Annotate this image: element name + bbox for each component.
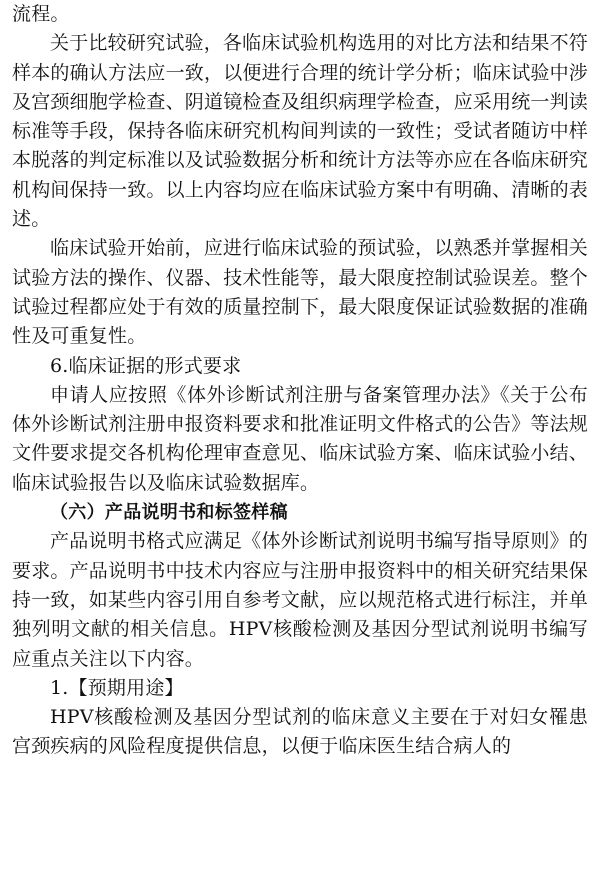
- section-heading-label-guidance: （六）产品说明书和标签样稿: [50, 502, 288, 524]
- paragraph-3: 临床试验开始前，应进行临床试验的预试验，以熟悉并掌握相关试验方法的操作、仪器、技术性能等，最大限度控制试验误差。整个试验过程都应处于有效的质量控制下，最大限度保证试验数据的准确性及可重复性。: [12, 237, 589, 348]
- section-heading-intended-use: 1.【预期用途】: [50, 676, 184, 699]
- paragraph-6: HPV核酸检测及基因分型试剂的临床意义主要在于对妇女罹患宫颈疾病的风险程度提供信息，以便于临床医生结合病人的: [12, 706, 588, 758]
- paragraph-1: 流程。: [12, 3, 70, 25]
- paragraph-5: 产品说明书格式应满足《体外诊断试剂说明书编写指导原则》的要求。产品说明书中技术内容应与注册申报资料中的相关研究结果保持一致，如某些内容引用自参考文献，应以规范格式进行标注，并单独列明文献的相关信息。HPV核酸检测及基因分型试剂说明书编写应重点关注以下内容。: [12, 530, 589, 670]
- paragraph-4: 申请人应按照《体外诊断试剂注册与备案管理办法》《关于公布体外诊断试剂注册申报资料要求和批准证明文件格式的公告》等法规文件要求提交各机构伦理审查意见、临床试验方案、临床试验小结、临床试验报告以及临床试验数据库。: [12, 383, 589, 494]
- paragraph-2: 关于比较研究试验，各临床试验机构选用的对比方法和结果不符样本的确认方法应一致，以便进行合理的统计学分析；临床试验中涉及宫颈细胞学检查、阴道镜检查及组织病理学检查，应采用统一判读标准等手段，保持各临床研究机构间判读的一致性；受试者随访中样本脱落的判定标准以及试验数据分析和统计方法等亦应在各临床研究机构间保持一致。以上内容均应在临床试验方案中有明确、清晰的表述。: [12, 32, 589, 231]
- section-heading-6: 6.临床证据的形式要求: [50, 354, 242, 377]
